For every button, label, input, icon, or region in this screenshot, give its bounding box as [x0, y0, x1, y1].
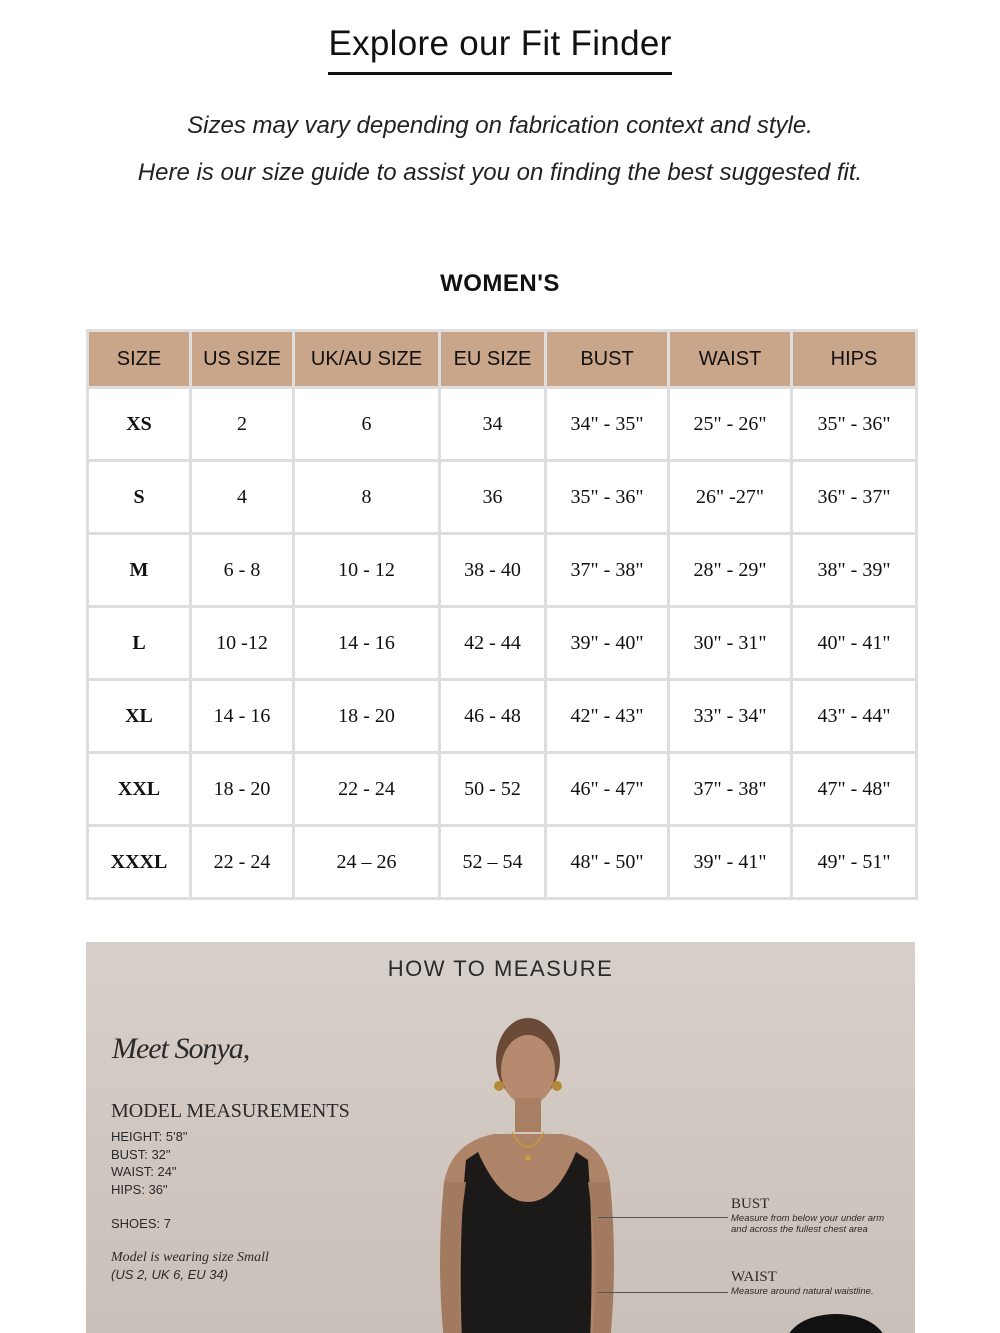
table-cell: 14 - 16	[191, 680, 294, 753]
table-row	[88, 388, 917, 461]
table-cell: XXL	[88, 753, 191, 826]
table-cell: 50 - 52	[440, 753, 546, 826]
table-cell: 38 - 40	[440, 534, 546, 607]
table-cell: 10 -12	[191, 607, 294, 680]
model-size-note: Model is wearing size Small	[111, 1250, 269, 1265]
table-cell: 22 - 24	[294, 753, 440, 826]
column-header: BUST	[546, 331, 669, 388]
table-cell: 46 - 48	[440, 680, 546, 753]
table-cell: 38" - 39"	[792, 534, 917, 607]
table-cell: 34	[440, 388, 546, 461]
table-cell: 40" - 41"	[792, 607, 917, 680]
column-header: HIPS	[792, 331, 917, 388]
model-shoes: SHOES: 7	[111, 1216, 171, 1231]
how-to-measure-title: HOW TO MEASURE	[387, 956, 614, 981]
model-height: HEIGHT: 5'8"	[111, 1129, 188, 1144]
table-cell: 46" - 47"	[546, 753, 669, 826]
model-figure-icon	[404, 1002, 644, 1333]
model-measurements-heading: MODEL MEASUREMENTS	[111, 1100, 350, 1122]
table-cell: 35" - 36"	[546, 461, 669, 534]
table-header-row	[88, 331, 917, 388]
waist-callout-line	[598, 1292, 728, 1293]
table-row	[88, 680, 917, 753]
bust-callout-line	[598, 1217, 728, 1218]
section-heading: WOMEN'S	[440, 270, 560, 297]
table-cell: 39" - 41"	[669, 826, 792, 899]
table-cell: XS	[88, 388, 191, 461]
table-row	[88, 607, 917, 680]
table-row	[88, 753, 917, 826]
table-cell: 48" - 50"	[546, 826, 669, 899]
table-cell: 18 - 20	[294, 680, 440, 753]
table-cell: 42" - 43"	[546, 680, 669, 753]
table-cell: 10 - 12	[294, 534, 440, 607]
table-cell: 49" - 51"	[792, 826, 917, 899]
table-row	[88, 534, 917, 607]
table-cell: 37" - 38"	[669, 753, 792, 826]
table-cell: 36" - 37"	[792, 461, 917, 534]
table-cell: 18 - 20	[191, 753, 294, 826]
table-cell: XL	[88, 680, 191, 753]
table-cell: 34" - 35"	[546, 388, 669, 461]
page-title: Explore our Fit Finder	[328, 24, 671, 75]
column-header: WAIST	[669, 331, 792, 388]
bust-callout-desc: Measure from below your under arm and across the fullest chest area	[731, 1213, 885, 1235]
table-cell: 6 - 8	[191, 534, 294, 607]
column-header: SIZE	[88, 331, 191, 388]
column-header: US SIZE	[191, 331, 294, 388]
table-cell: 26" -27"	[669, 461, 792, 534]
table-cell: 42 - 44	[440, 607, 546, 680]
table-row	[88, 826, 917, 899]
model-waist: WAIST: 24"	[111, 1164, 177, 1179]
table-cell: 25" - 26"	[669, 388, 792, 461]
table-cell: 2	[191, 388, 294, 461]
table-cell: 37" - 38"	[546, 534, 669, 607]
table-row	[88, 461, 917, 534]
table-cell: 43" - 44"	[792, 680, 917, 753]
table-cell: L	[88, 607, 191, 680]
column-header: UK/AU SIZE	[294, 331, 440, 388]
subtitle-line-1: Sizes may vary depending on fabrication context and style.	[187, 112, 813, 139]
table-cell: 14 - 16	[294, 607, 440, 680]
table-cell: 6	[294, 388, 440, 461]
table-cell: 28" - 29"	[669, 534, 792, 607]
model-size-detail: (US 2, UK 6, EU 34)	[111, 1267, 229, 1282]
table-cell: 24 – 26	[294, 826, 440, 899]
table-cell: 35" - 36"	[792, 388, 917, 461]
subtitle-line-2: Here is our size guide to assist you on finding the best suggested fit.	[137, 159, 863, 186]
waist-callout-desc: Measure around natural waistline.	[731, 1286, 874, 1297]
model-hips: HIPS: 36"	[111, 1182, 168, 1197]
size-chart-table	[86, 329, 918, 900]
table-cell: 39" - 40"	[546, 607, 669, 680]
table-cell: XXXL	[88, 826, 191, 899]
chat-bubble-icon[interactable]	[786, 1314, 886, 1333]
meet-model-heading: Meet Sonya,	[112, 1032, 250, 1065]
table-cell: 8	[294, 461, 440, 534]
table-cell: 4	[191, 461, 294, 534]
column-header: EU SIZE	[440, 331, 546, 388]
page-title-wrap	[0, 24, 1000, 75]
table-cell: 30" - 31"	[669, 607, 792, 680]
table-cell: 47" - 48"	[792, 753, 917, 826]
table-cell: 52 – 54	[440, 826, 546, 899]
table-cell: S	[88, 461, 191, 534]
table-cell: 36	[440, 461, 546, 534]
table-cell: 33" - 34"	[669, 680, 792, 753]
table-cell: M	[88, 534, 191, 607]
bust-callout-title: BUST	[731, 1196, 770, 1212]
waist-callout-title: WAIST	[731, 1269, 777, 1285]
model-bust: BUST: 32"	[111, 1147, 171, 1162]
how-to-measure-banner	[86, 942, 915, 1333]
table-cell: 22 - 24	[191, 826, 294, 899]
